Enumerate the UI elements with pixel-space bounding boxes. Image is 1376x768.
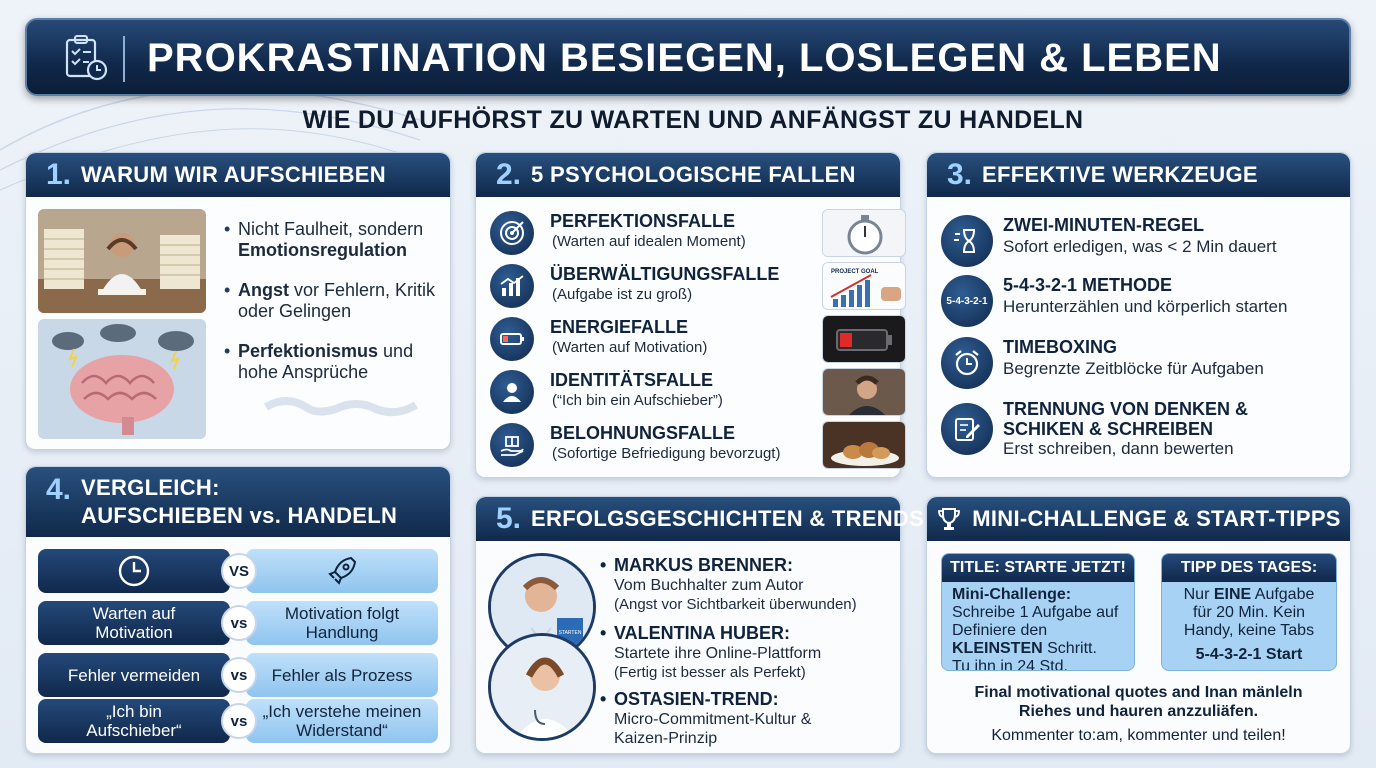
challenge-card-body: Mini-Challenge: Schreibe 1 Aufgabe auf Definiere den KLEINSTEN Schritt. Tu ihn in 24 Std. (952, 586, 1119, 671)
compare-left: „Ich bin Aufschieber“ (38, 699, 230, 743)
page-subtitle: WIE DU AUFHÖRST ZU WARTEN UND ANFÄNGST ZU HANDELN (302, 106, 1084, 134)
trap-title: PERFEKTIONSFALLE (550, 211, 736, 231)
panel-mini-challenge (926, 496, 1351, 754)
trap-energy (490, 315, 890, 363)
vs-badge: vs (221, 703, 257, 739)
stopwatch-thumbnail (822, 209, 906, 257)
trap-title: IDENTITÄTSFALLE (550, 370, 713, 390)
low-battery-thumbnail (822, 315, 906, 363)
panel-header (476, 497, 925, 541)
panel-header (476, 153, 900, 197)
tip-card-body: Nur EINE Aufgabe für 20 Min. Kein Handy, keine Tabs 5-4-3-2-1 Start (1183, 586, 1315, 663)
trap-identity (490, 368, 890, 416)
tip-card (1161, 553, 1337, 671)
section-number: 2. (496, 158, 522, 191)
compare-icons-row (38, 549, 438, 593)
write-icon (941, 403, 993, 455)
chart-icon (490, 264, 534, 308)
vs-badge: vs (221, 657, 257, 693)
clock-icon (117, 554, 151, 588)
compare-row (38, 653, 438, 697)
compare-left: Warten auf Motivation (38, 601, 230, 645)
compare-right: Fehler als Prozess (246, 653, 438, 697)
clipboard-clock-icon (61, 34, 109, 82)
section-title: WARUM WIR AUFSCHIEBEN (81, 162, 386, 187)
trap-desc: (“Ich bin ein Aufschieber”) (552, 392, 723, 409)
panel-header (26, 467, 450, 537)
svg-text:PROJECT GOAL: PROJECT GOAL (831, 269, 879, 275)
countdown-icon: 5-4-3-2-1 (941, 275, 993, 327)
story-east-asia-trend: • OSTASIEN-TREND: Micro-Commitment-Kultur & Kaizen-Prinzip (600, 689, 900, 748)
rocket-icon (325, 554, 359, 588)
trap-title: BELOHNUNGSFALLE (550, 423, 736, 443)
compare-right: Motivation folgt Handlung (246, 601, 438, 645)
vs-badge: vs (221, 605, 257, 641)
person-icon (490, 370, 534, 414)
tool-title: ZWEI-MINUTEN-REGEL (1003, 215, 1204, 235)
panel-psychological-traps (475, 152, 901, 478)
story-markus: • MARKUS BRENNER: Vom Buchhalter zum Autor (Angst vor Sichtbarkeit überwunden) (600, 555, 900, 614)
trap-desc: (Warten auf Motivation) (552, 339, 708, 356)
section-number: 3. (947, 158, 973, 191)
tool-title: TIMEBOXING (1003, 337, 1118, 357)
tool-desc: Erst schreiben, dann bewerten (1003, 439, 1234, 458)
section-number: 5. (496, 502, 522, 535)
compare-left (38, 549, 230, 593)
challenge-card (941, 553, 1135, 671)
project-goal-thumbnail (822, 262, 906, 310)
reason-list (224, 219, 442, 402)
section-title: EFFEKTIVE WERKZEUGE (982, 162, 1258, 187)
panel-why-procrastinate (25, 152, 451, 450)
pastries-thumbnail (822, 421, 906, 469)
motivational-quote: Final motivational quotes and Inan mänleln Riehes und hauren anzzuliäfen. (974, 684, 1303, 720)
tip-card-header: TIPP DES TAGES: (1162, 554, 1336, 582)
vs-badge: VS (221, 553, 257, 589)
tool-desc: Begrenzte Zeitblöcke für Aufgaben (1003, 359, 1264, 378)
hourglass-icon (941, 215, 993, 267)
trap-perfectionism (490, 209, 890, 257)
panel-header (26, 153, 450, 197)
page-title: PROKRASTINATION BESIEGEN, LOSLEGEN & LEBEN (147, 36, 1222, 80)
svg-text:STARTEN: STARTEN (558, 630, 582, 636)
panel-effective-tools (926, 152, 1351, 478)
section-title: 5 PSYCHOLOGISCHE FALLEN (531, 162, 856, 187)
reason-item: • Angst vor Fehlern, Kritik oder Gelingen (224, 280, 442, 322)
trap-reward (490, 421, 890, 469)
trap-title: ENERGIEFALLE (550, 317, 689, 337)
section-number: 1. (46, 158, 72, 191)
trap-desc: (Warten auf idealen Moment) (552, 233, 746, 250)
stressed-worker-image (38, 209, 206, 313)
panel-comparison (25, 466, 451, 754)
tool-desc: Sofort erledigen, was < 2 Min dauert (1003, 237, 1277, 256)
call-to-action: Kommenter to:am, kommenter und teilen! (991, 727, 1286, 744)
world-map-decoration (256, 387, 426, 437)
tool-desc: Herunterzählen und körperlich starten (1003, 297, 1288, 316)
reason-item: • Nicht Faulheit, sondern Emotionsregulation (224, 219, 442, 261)
alarm-clock-icon (941, 337, 993, 389)
section-title: MINI-CHALLENGE & START-TIPPS (972, 506, 1341, 531)
trap-desc: (Aufgabe ist zu groß) (552, 286, 693, 303)
section-number: 4. (46, 473, 72, 506)
avatar-valentina (488, 633, 596, 741)
reason-item: • Perfektionismus und hohe Ansprüche (224, 341, 442, 383)
panel-header (927, 153, 1350, 197)
trap-desc: (Sofortige Befriedigung bevorzugt) (552, 445, 781, 462)
compare-left: Fehler vermeiden (38, 653, 230, 697)
tool-title: TRENNUNG VON DENKEN & SCHIKEN & SCHREIBEN (1003, 399, 1249, 439)
compare-row (38, 601, 438, 645)
compare-right: „Ich verstehe meinen Widerstand“ (246, 699, 438, 743)
header-separator (123, 36, 125, 82)
trap-overwhelm (490, 262, 890, 310)
header-banner (25, 18, 1351, 96)
trap-title: ÜBERWÄLTIGUNGSFALLE (550, 264, 780, 284)
compare-right (246, 549, 438, 593)
target-icon (490, 211, 534, 255)
panel-header (927, 497, 1350, 541)
panel-success-stories (475, 496, 925, 754)
story-valentina: • VALENTINA HUBER: Startete ihre Online-Plattform (Fertig ist besser als Perfekt) (600, 623, 900, 682)
compare-row (38, 699, 438, 743)
tool-title: 5-4-3-2-1 METHODE (1003, 275, 1173, 295)
battery-icon (490, 317, 534, 361)
section-title: ERFOLGSGESCHICHTEN & TRENDS (531, 506, 925, 531)
trophy-icon (936, 506, 962, 532)
challenge-card-header: TITLE: STARTE JETZT! (942, 554, 1134, 582)
gift-hand-icon (490, 423, 534, 467)
section-title: VERGLEICH: AUFSCHIEBEN vs. HANDELN (81, 475, 398, 528)
brain-storm-image (38, 319, 206, 439)
portrait-thumbnail (822, 368, 906, 416)
